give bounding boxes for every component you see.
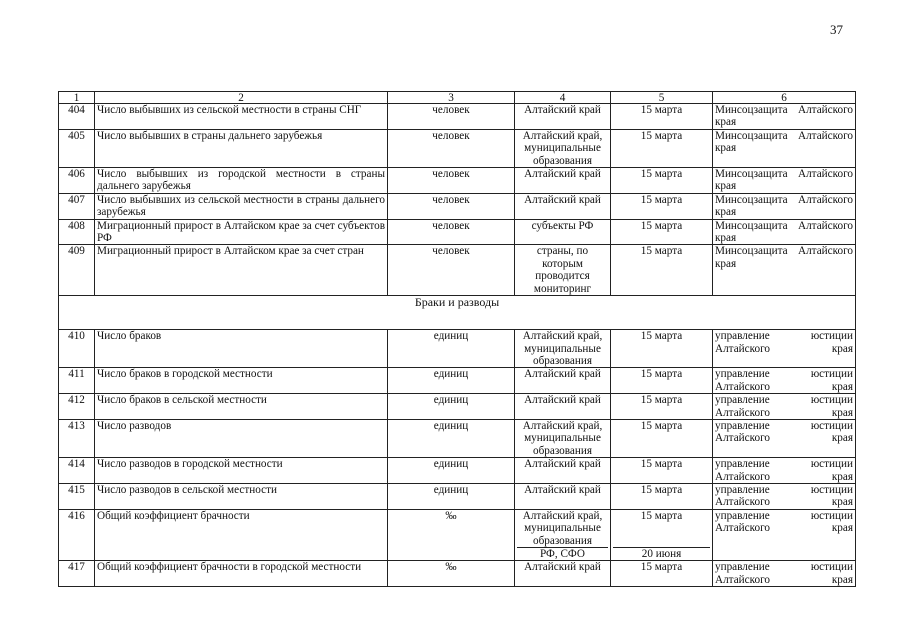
source: управление юстиции Алтайского края [713, 419, 856, 457]
indicator-name: Число выбывших в страны дальнего зарубежья [95, 129, 388, 167]
indicator-name: Число выбывших из городской местности в страны дальнего зарубежья [95, 168, 388, 194]
section-row [59, 296, 856, 330]
table-row [59, 104, 856, 130]
unit: единиц [388, 483, 515, 509]
indicator-name: Число браков в сельской местности [95, 394, 388, 420]
statistics-table [58, 91, 856, 587]
region: Алтайский край, муниципальные образования [515, 419, 611, 457]
table-row [59, 483, 856, 509]
unit: человек [388, 193, 515, 219]
table-row [59, 419, 856, 457]
deadline: 15 марта [611, 245, 713, 296]
source: Минсоцзащита Алтайского края [713, 104, 856, 130]
column-header: 2 [95, 92, 388, 104]
indicator-name: Число разводов в городской местности [95, 458, 388, 484]
column-header: 4 [515, 92, 611, 104]
region: субъекты РФ [515, 219, 611, 245]
row-number: 412 [59, 394, 95, 420]
source: Минсоцзащита Алтайского края [713, 219, 856, 245]
row-number: 409 [59, 245, 95, 296]
row-number: 413 [59, 419, 95, 457]
unit: человек [388, 129, 515, 167]
column-header: 6 [713, 92, 856, 104]
table-row [59, 368, 856, 394]
region: Алтайский край, муниципальные образования [515, 330, 611, 368]
indicator-name: Число разводов в сельской местности [95, 483, 388, 509]
unit: человек [388, 168, 515, 194]
source: управление юстиции Алтайского края [713, 394, 856, 420]
deadline: 15 марта [611, 419, 713, 457]
indicator-name: Общий коэффициент брачности [95, 509, 388, 561]
source: управление юстиции Алтайского края [713, 330, 856, 368]
row-number: 404 [59, 104, 95, 130]
table-header-row [59, 92, 856, 104]
unit: единиц [388, 458, 515, 484]
source: Минсоцзащита Алтайского края [713, 168, 856, 194]
region: РФ, СФО [517, 547, 608, 560]
unit: ‰ [388, 509, 515, 561]
unit: человек [388, 219, 515, 245]
column-header: 3 [388, 92, 515, 104]
deadline: 15 марта [611, 193, 713, 219]
column-header: 5 [611, 92, 713, 104]
table-row [59, 509, 856, 561]
deadline: 15 марта [611, 168, 713, 194]
source: управление юстиции Алтайского края [713, 509, 856, 561]
region: Алтайский край [515, 561, 611, 587]
region: Алтайский край [515, 104, 611, 130]
table-row [59, 168, 856, 194]
row-number: 416 [59, 509, 95, 561]
source: управление юстиции Алтайского края [713, 483, 856, 509]
table-row [59, 561, 856, 587]
region: Алтайский край, муниципальные образования [515, 129, 611, 167]
source: управление юстиции Алтайского края [713, 458, 856, 484]
table-row [59, 245, 856, 296]
indicator-name: Число браков в городской местности [95, 368, 388, 394]
source: управление юстиции Алтайского края [713, 561, 856, 587]
indicator-name: Число разводов [95, 419, 388, 457]
unit: единиц [388, 419, 515, 457]
section-title: Браки и разводы [59, 296, 856, 330]
indicator-name: Миграционный прирост в Алтайском крае за счет субъектов РФ [95, 219, 388, 245]
deadline: 15 марта [611, 561, 713, 587]
source: управление юстиции Алтайского края [713, 368, 856, 394]
table-row [59, 219, 856, 245]
row-number: 411 [59, 368, 95, 394]
deadline: 15 марта [611, 330, 713, 368]
region-split [515, 509, 611, 561]
indicator-name: Общий коэффициент брачности в городской местности [95, 561, 388, 587]
deadline: 15 марта [611, 104, 713, 130]
row-number: 406 [59, 168, 95, 194]
row-number: 407 [59, 193, 95, 219]
row-number: 417 [59, 561, 95, 587]
region: Алтайский край, муниципальные образования [522, 509, 603, 547]
indicator-name: Число браков [95, 330, 388, 368]
region: Алтайский край [515, 368, 611, 394]
unit: единиц [388, 394, 515, 420]
unit: единиц [388, 368, 515, 394]
row-number: 410 [59, 330, 95, 368]
deadline: 15 марта [611, 483, 713, 509]
row-number: 405 [59, 129, 95, 167]
row-number: 408 [59, 219, 95, 245]
deadline: 15 марта [611, 219, 713, 245]
deadline: 15 марта [611, 458, 713, 484]
indicator-name: Число выбывших из сельской местности в страны дальнего зарубежья [95, 193, 388, 219]
page-number: 37 [830, 22, 843, 37]
column-header: 1 [59, 92, 95, 104]
row-number: 415 [59, 483, 95, 509]
deadline-split [611, 509, 713, 561]
table-row [59, 458, 856, 484]
indicator-name: Миграционный прирост в Алтайском крае за счет стран [95, 245, 388, 296]
deadline: 20 июня [613, 547, 710, 560]
indicator-name: Число выбывших из сельской местности в страны СНГ [95, 104, 388, 130]
deadline: 15 марта [611, 368, 713, 394]
region: Алтайский край [515, 193, 611, 219]
region: Алтайский край [515, 394, 611, 420]
source: Минсоцзащита Алтайского края [713, 129, 856, 167]
region: страны, по которым проводится мониторинг [515, 245, 611, 296]
source: Минсоцзащита Алтайского края [713, 245, 856, 296]
table-row [59, 129, 856, 167]
deadline: 15 марта [611, 394, 713, 420]
table-row [59, 330, 856, 368]
unit: человек [388, 104, 515, 130]
row-number: 414 [59, 458, 95, 484]
table-row [59, 193, 856, 219]
unit: единиц [388, 330, 515, 368]
deadline: 15 марта [611, 129, 713, 167]
region: Алтайский край [515, 483, 611, 509]
table-row [59, 394, 856, 420]
source: Минсоцзащита Алтайского края [713, 193, 856, 219]
region: Алтайский край [515, 458, 611, 484]
unit: человек [388, 245, 515, 296]
unit: ‰ [388, 561, 515, 587]
region: Алтайский край [515, 168, 611, 194]
deadline: 15 марта [640, 509, 683, 522]
